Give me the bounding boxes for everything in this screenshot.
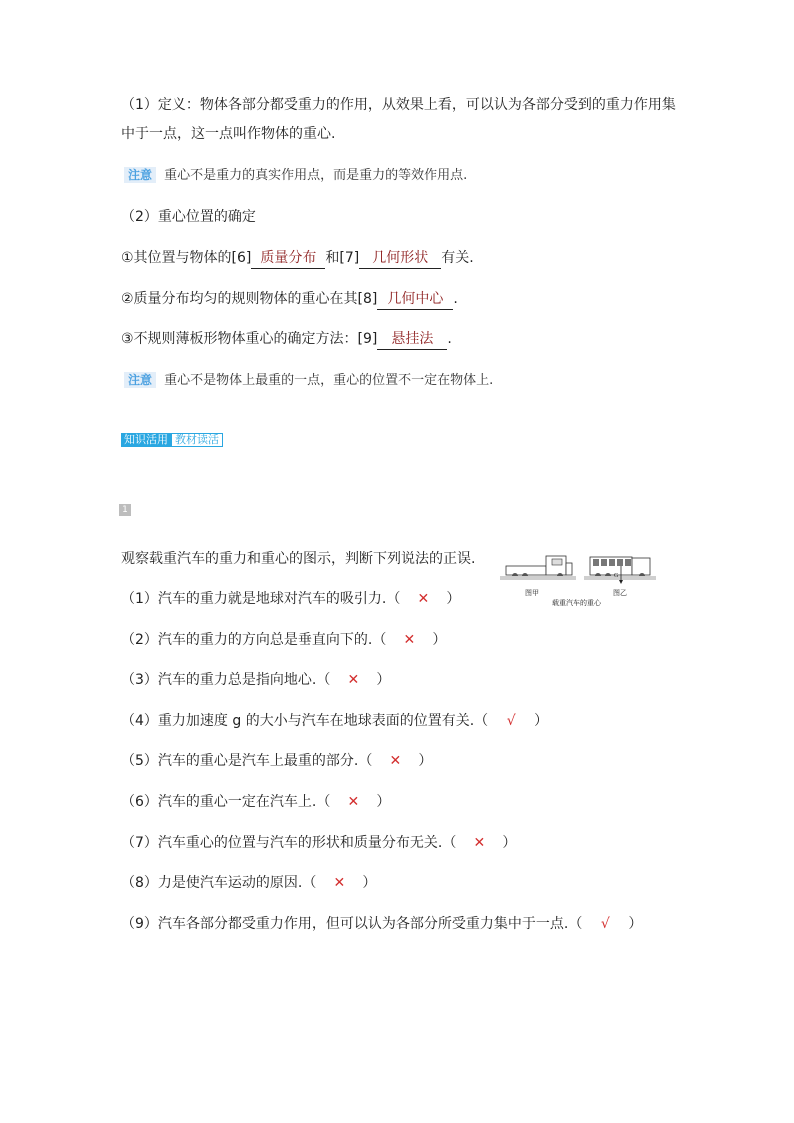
position-item-1 — [121, 248, 474, 269]
item-text: . — [453, 291, 458, 307]
cross-mark-icon: ✕ — [389, 753, 402, 769]
judgement-item — [121, 833, 516, 853]
position-item-2 — [121, 289, 458, 310]
position-item-3 — [121, 329, 452, 350]
gravity-label: G — [614, 573, 619, 579]
answer-blank: 几何中心 — [377, 289, 453, 310]
truck-figure — [500, 552, 660, 612]
check-mark-icon: √ — [600, 916, 610, 932]
truck-diagram — [500, 552, 660, 612]
figure-label-b: 图乙 — [613, 589, 627, 597]
question-number: 1 — [119, 504, 131, 516]
closing-paren: ） — [362, 875, 377, 891]
answer-blank: 悬挂法 — [377, 329, 447, 350]
closing-paren: ） — [432, 632, 447, 648]
question-stem: 观察载重汽车的重力和重心的图示，判断下列说法的正误. — [121, 551, 476, 567]
closing-paren: ） — [628, 916, 643, 932]
judgement-item — [121, 751, 432, 771]
judgement-text: （9）汽车各部分都受重力作用，但可以认为各部分所受重力集中于一点.（ — [121, 916, 583, 932]
cross-mark-icon: ✕ — [403, 632, 416, 648]
judgement-text: （1）汽车的重力就是地球对汽车的吸引力.（ — [121, 591, 401, 607]
figure-label-a: 图甲 — [525, 589, 539, 597]
tag-knowledge: 知识活用 — [121, 433, 171, 447]
closing-paren: ） — [534, 713, 549, 729]
item-text: ①其位置与物体的[6] — [121, 250, 252, 266]
item-text: . — [447, 331, 452, 347]
item-text: ③不规则薄板形物体重心的确定方法：[9] — [121, 331, 378, 347]
judgement-item — [121, 873, 376, 893]
item-text: 和[7] — [325, 250, 360, 266]
judgement-item — [121, 792, 390, 812]
section-tag — [121, 433, 223, 447]
judgement-text: （6）汽车的重心一定在汽车上.（ — [121, 794, 331, 810]
judgement-text: （7）汽车重心的位置与汽车的形状和质量分布无关.（ — [121, 835, 457, 851]
cross-mark-icon: ✕ — [473, 835, 486, 851]
figure-caption: 载重汽车的重心 — [552, 599, 601, 607]
note-badge: 注意 — [124, 372, 156, 388]
cross-mark-icon: ✕ — [333, 875, 346, 891]
judgement-item — [121, 914, 642, 934]
closing-paren: ） — [502, 835, 517, 851]
definition-line-1: （1）定义：物体各部分都受重力的作用，从效果上看，可以认为各部分受到的重力作用集 — [121, 97, 676, 113]
judgement-text: （3）汽车的重力总是指向地心.（ — [121, 672, 331, 688]
judgement-text: （2）汽车的重力的方向总是垂直向下的.（ — [121, 632, 387, 648]
item-text: ②质量分布均匀的规则物体的重心在其[8] — [121, 291, 378, 307]
note-2 — [124, 371, 493, 391]
check-mark-icon: √ — [506, 713, 516, 729]
judgement-text: （4）重力加速度 g 的大小与汽车在地球表面的位置有关.（ — [121, 713, 489, 729]
note-1 — [124, 166, 467, 186]
judgement-item — [121, 630, 446, 650]
judgement-item — [121, 711, 548, 731]
closing-paren: ） — [376, 672, 391, 688]
note-text: 重心不是重力的真实作用点，而是重力的等效作用点. — [164, 168, 468, 183]
item-text: 有关. — [441, 250, 474, 266]
definition-line-2: 中于一点，这一点叫作物体的重心. — [121, 126, 336, 142]
answer-blank: 几何形状 — [359, 248, 441, 269]
note-text: 重心不是物体上最重的一点，重心的位置不一定在物体上. — [164, 373, 494, 388]
note-badge: 注意 — [124, 167, 156, 183]
cross-mark-icon: ✕ — [347, 794, 360, 810]
cross-mark-icon: ✕ — [417, 591, 430, 607]
judgement-item — [121, 670, 390, 690]
tag-textbook: 教材读活 — [171, 433, 223, 447]
closing-paren: ） — [446, 591, 461, 607]
judgement-text: （8）力是使汽车运动的原因.（ — [121, 875, 317, 891]
closing-paren: ） — [418, 753, 433, 769]
judgement-item — [121, 589, 460, 609]
closing-paren: ） — [376, 794, 391, 810]
answer-blank: 质量分布 — [251, 248, 325, 269]
judgement-text: （5）汽车的重心是汽车上最重的部分.（ — [121, 753, 373, 769]
position-title: （2）重心位置的确定 — [121, 209, 256, 225]
cross-mark-icon: ✕ — [347, 672, 360, 688]
